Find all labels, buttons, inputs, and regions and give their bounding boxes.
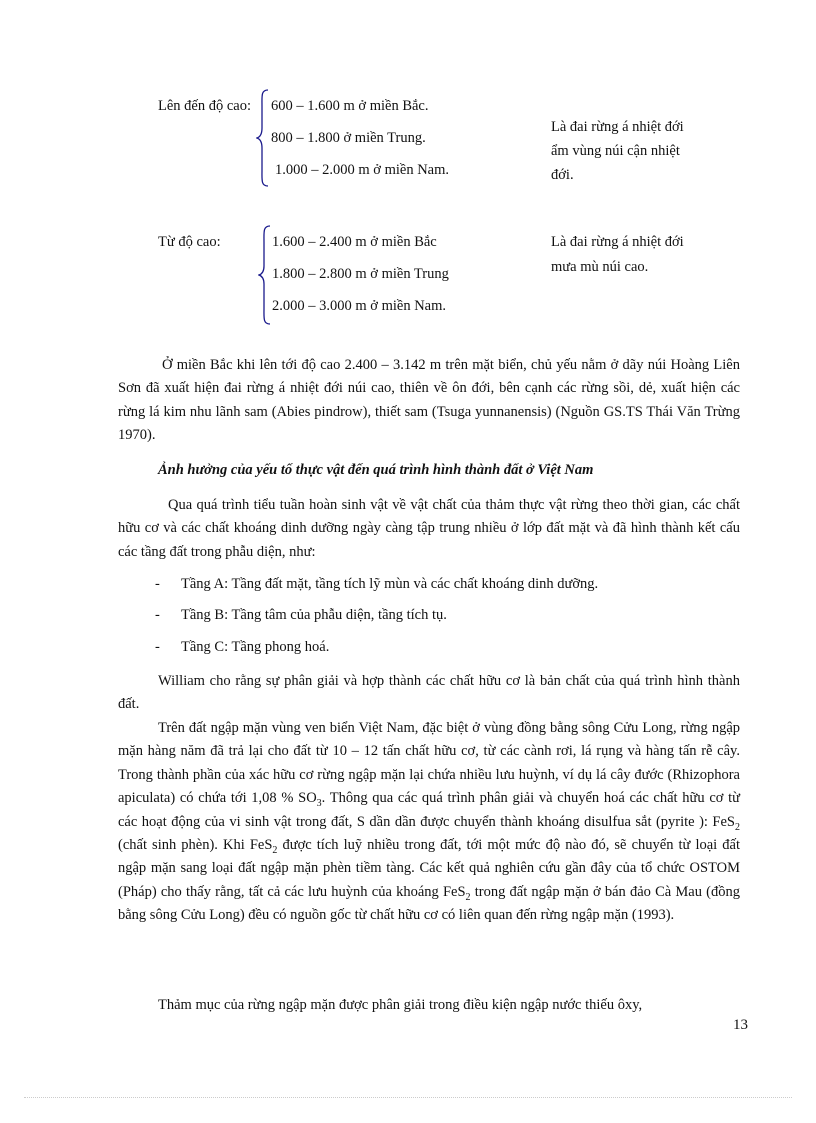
section-heading: Ảnh hưởng của yếu tố thực vật đến quá trình hình thành đất ở Việt Nam (158, 462, 594, 478)
altitude-label-2: Từ độ cao: (158, 234, 221, 250)
altitude-note-2-1: Là đai rừng á nhiệt đới (551, 234, 684, 250)
altitude-note-2-2: mưa mù núi cao. (551, 259, 649, 275)
paragraph-william: William cho rằng sự phân giải và hợp thành các chất hữu cơ là bản chất của quá trình hình thành đất. (118, 673, 740, 713)
altitude-line-2-1: 1.600 – 2.400 m ở miền Bắc (272, 234, 437, 250)
altitude-note-1-2: ẩm vùng núi cận nhiệt (551, 143, 680, 159)
altitude-note-1-1: Là đai rừng á nhiệt đới (551, 119, 684, 135)
altitude-line-1-2: 800 – 1.800 ở miền Trung. (271, 130, 426, 146)
altitude-line-1-1: 600 – 1.600 m ở miền Bắc. (271, 98, 429, 114)
altitude-line-2-2: 1.800 – 2.800 m ở miền Trung (272, 266, 449, 282)
bullet-item-a: - Tầng A: Tầng đất mặt, tầng tích lỹ mùn và các chất khoáng dinh dưỡng. (155, 576, 599, 592)
curly-brace-2 (258, 224, 272, 326)
altitude-line-2-3: 2.000 – 3.000 m ở miền Nam. (272, 298, 446, 314)
altitude-line-1-3: 1.000 – 2.000 m ở miền Nam. (275, 162, 449, 178)
paragraph-mangrove: Trên đất ngập mặn vùng ven biển Việt Nam, đặc biệt ở vùng đồng bằng sông Cửu Long, rừng ngập mặn hàng năm đã trả lại cho đất từ 10 – 12 tấn chất hữu cơ, từ các cành rơi, lá rụng và hàng tấn rễ cây. Trong thành phần của xác hữu cơ rừng ngập mặn lại chứa nhiều lưu huỳnh, ví dụ lá cây đước (Rhizophora apiculata) có chứa tới 1,08 % $SO_3$. Thông qua các quá trình phân giải và chuyển hoá các chất hữu cơ từ các hoạt động của vi sinh vật trong đất, S dần dần được chuyển thành khoáng disulfua sắt (pyrite ): FeS$_2$ (chất sinh phèn). Khi FeS$_2$ được tích luỹ nhiều trong đất, tới một mức độ nào đó, sẽ chuyển từ loại đất ngập mặn sang loại đất ngập mặn phèn tiềm tàng. Các kết quả nghiên cứu gần đây của tổ chức OSTOM (Pháp) cho thấy rằng, tất cả các lưu huỳnh của khoáng FeS$_2$ trong đất ngập mặn ở bán đảo Cà Mau (đồng bằng sông Cửu Long) đều có nguồn gốc từ chất hữu cơ có liên quan đến rừng ngập mặn (1993). (118, 720, 741, 924)
bullet-item-b: - Tầng B: Tầng tâm của phẫu diện, tầng tích tụ. (155, 607, 447, 623)
paragraph-cycle: Qua quá trình tiểu tuần hoàn sinh vật về vật chất của thảm thực vật rừng theo thời gian, các chất hữu cơ và các chất khoáng dinh dưỡng ngày càng tập trung nhiều ở lớp đất mặt và đã hình thành kết cấu các tầng đất trong phẫu diện, như: (118, 497, 740, 560)
paragraph-last: Thảm mục của rừng ngập mặn được phân giải trong điều kiện ngập nước thiếu ôxy, (158, 997, 643, 1013)
altitude-label-1: Lên đến độ cao: (158, 98, 252, 114)
altitude-note-1-3: đới. (551, 167, 574, 183)
page-bottom-rule (24, 1097, 792, 1098)
curly-brace-1 (256, 88, 270, 188)
bullet-item-c: - Tầng C: Tầng phong hoá. (155, 639, 330, 655)
page-number: 13 (733, 1017, 748, 1033)
paragraph-north: Ở miền Bắc khi lên tới độ cao 2.400 – 3.142 m trên mặt biển, chủ yếu nằm ở dãy núi Hoàng Liên Sơn đã xuất hiện đai rừng á nhiệt đới núi cao, thiên về ôn đới, bên cạnh các rừng sồi, dẻ, xuất hiện các rừng lá kim nhu lãnh sam (Abies pindrow), thiết sam (Tsuga yunnanensis) (Nguồn GS.TS Thái Văn Trừng 1970). (118, 357, 740, 444)
